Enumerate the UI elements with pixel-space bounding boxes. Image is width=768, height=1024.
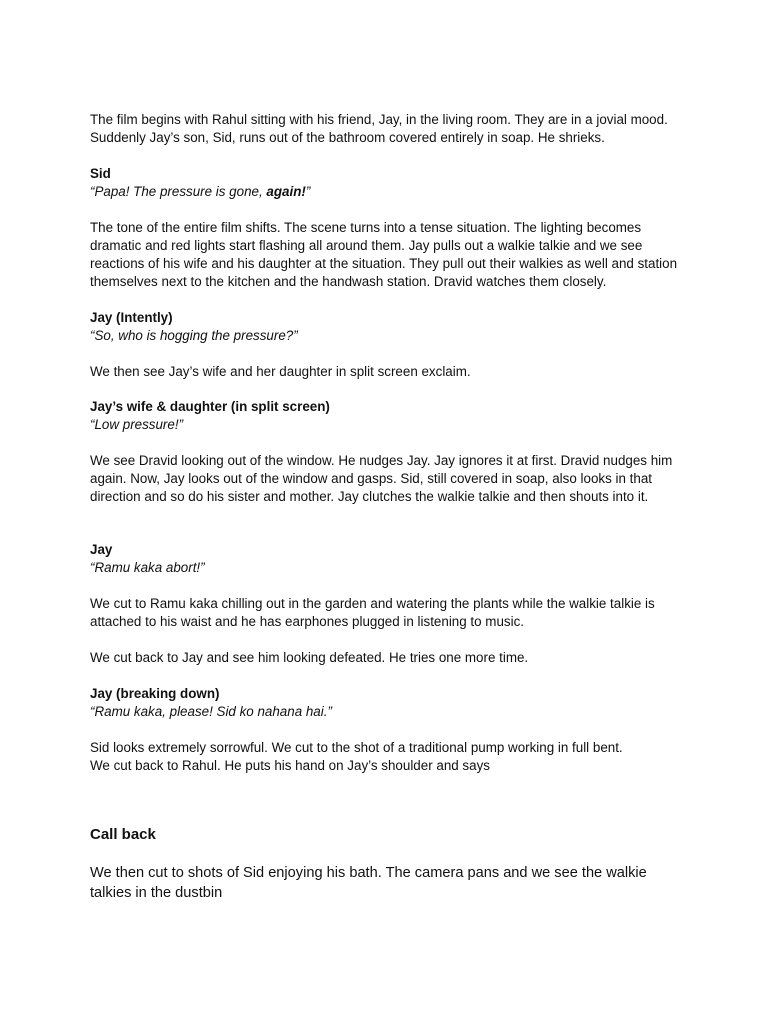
speaker-wife-daughter: Jay’s wife & daughter (in split screen)	[90, 399, 330, 414]
paragraph-split-screen: We then see Jay’s wife and her daughter in split screen exclaim.	[90, 364, 471, 379]
dialogue-wife-daughter: “Low pressure!”	[90, 417, 184, 432]
dialogue-jay-intently: “So, who is hogging the pressure?”	[90, 328, 298, 343]
dialogue-jay: “Ramu kaka abort!”	[90, 560, 205, 575]
dialogue-jay-breaking-down: “Ramu kaka, please! Sid ko nahana hai.”	[90, 704, 332, 719]
speaker-jay: Jay	[90, 542, 113, 557]
paragraph-sorrowful-line-2: We cut back to Rahul. He puts his hand on Jay’s shoulder and says	[90, 758, 490, 773]
paragraph-window: We see Dravid looking out of the window. He nudges Jay. Jay ignores it at first. Dravid nudges him again. Now, Jay looks out of the window and gasps. Sid, still covered in soap, also looks in that direction and so do his sister and mother. Jay clutches the walkie talkie and then shouts into it.	[90, 453, 673, 504]
paragraph-ramu-kaka: We cut to Ramu kaka chilling out in the garden and watering the plants while the walkie talkie is attached to his waist and he has earphones plugged in listening to music.	[90, 596, 655, 629]
dialogue-sid-emphasis: again!	[266, 184, 306, 199]
section-heading-call-back: Call back	[90, 826, 156, 843]
speaker-jay-breaking-down: Jay (breaking down)	[90, 686, 220, 701]
paragraph-opening: The film begins with Rahul sitting with his friend, Jay, in the living room. They are in a jovial mood. Suddenly Jay’s son, Sid, runs out of the bathroom covered entirely in soap. He shrieks.	[90, 112, 668, 145]
dialogue-sid	[90, 183, 680, 201]
speaker-sid: Sid	[90, 166, 111, 181]
paragraph-sorrowful-line-1: Sid looks extremely sorrowful. We cut to the shot of a traditional pump working in full bent.	[90, 740, 623, 755]
paragraph-call-back: We then cut to shots of Sid enjoying his bath. The camera pans and we see the walkie talkies in the dustbin	[90, 865, 647, 901]
paragraph-tone-shift: The tone of the entire film shifts. The scene turns into a tense situation. The lighting becomes dramatic and red lights start flashing all around them. Jay pulls out a walkie talkie and we see reactions of his wife and his daughter at the situation. They pull out their walkies as well and station themselves next to the kitchen and the handwash station. Dravid watches them closely.	[90, 220, 678, 289]
dialogue-sid-text: “Papa! The pressure is gone,	[90, 184, 267, 199]
paragraph-defeated: We cut back to Jay and see him looking defeated. He tries one more time.	[90, 650, 529, 665]
dialogue-sid-close: ”	[305, 184, 311, 199]
speaker-jay-intently: Jay (Intently)	[90, 310, 173, 325]
